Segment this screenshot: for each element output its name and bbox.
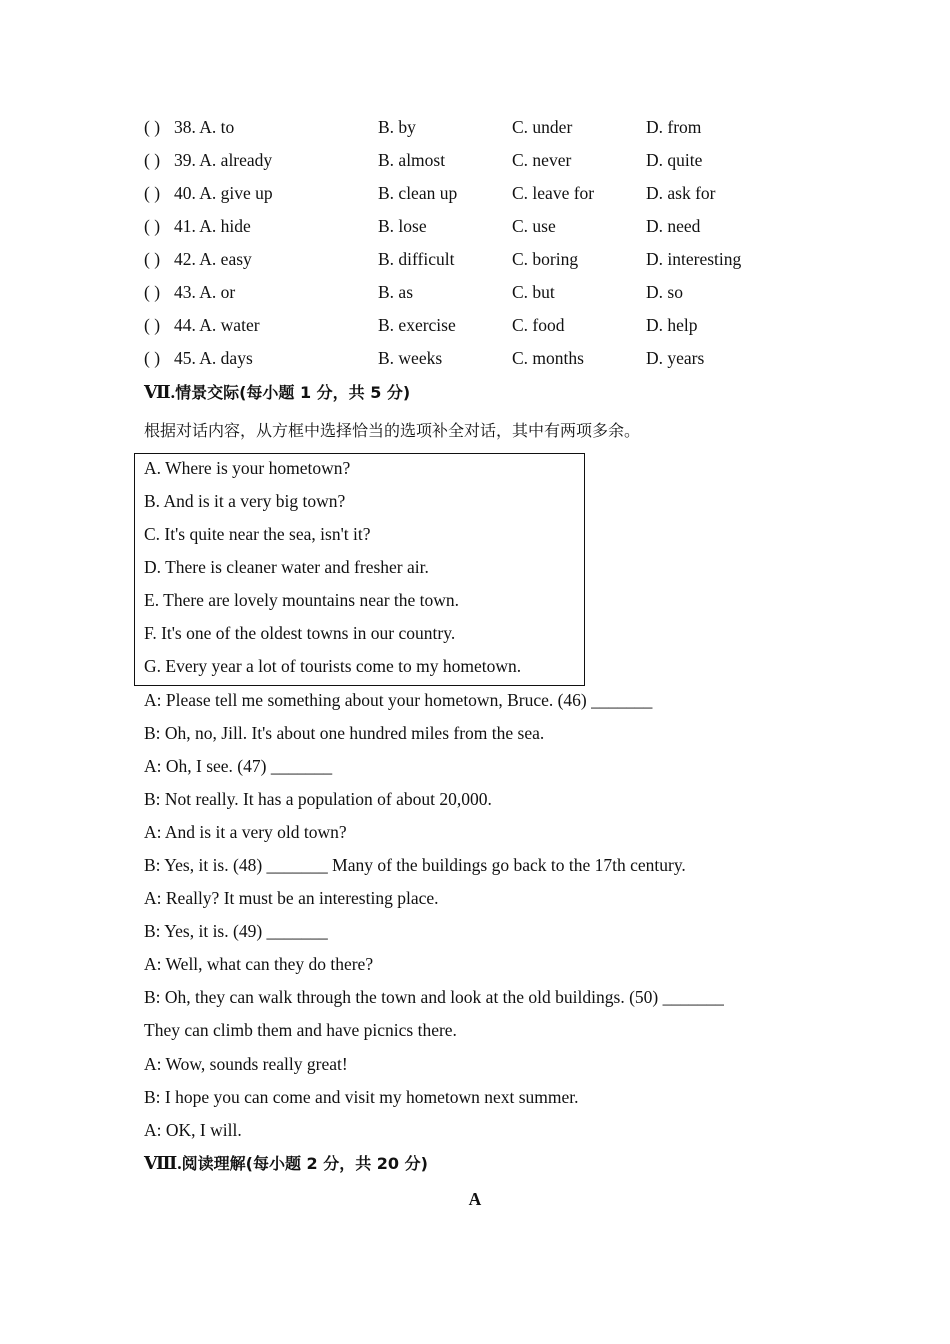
option-b: B. exercise [378, 315, 456, 335]
option-b: B. difficult [378, 249, 455, 269]
section-7-roman: Ⅶ. [144, 382, 176, 402]
option-c: C. boring [512, 249, 579, 269]
section-8-title-text: 阅读理解(每小题 2 分，共 20 分) [181, 1154, 428, 1173]
section-7-title [144, 380, 410, 404]
mcq-row-38 [144, 115, 784, 139]
answer-blank[interactable]: ( ) [144, 282, 161, 302]
mcq-row-41 [144, 214, 784, 238]
answer-blank[interactable]: ( ) [144, 117, 161, 137]
mcq-row-40 [144, 181, 784, 205]
mcq-row-45 [144, 346, 784, 370]
option-a: 38. A. to [174, 117, 235, 137]
option-item: E. There are lovely mountains near the town. [144, 590, 460, 610]
option-c: C. food [512, 315, 565, 335]
option-d: D. from [646, 117, 702, 137]
option-d: D. so [646, 282, 683, 302]
option-b: B. clean up [378, 183, 458, 203]
option-c: C. months [512, 348, 584, 368]
option-a: 43. A. or [174, 282, 236, 302]
answer-blank[interactable]: ( ) [144, 216, 161, 236]
dialogue-line: A: Well, what can they do there? [144, 954, 374, 974]
option-d: D. need [646, 216, 701, 236]
option-item: A. Where is your hometown? [144, 458, 351, 478]
option-c: C. but [512, 282, 555, 302]
dialogue-line: A: OK, I will. [144, 1120, 242, 1140]
mcq-row-39 [144, 148, 784, 172]
option-c: C. leave for [512, 183, 595, 203]
option-d: D. quite [646, 150, 703, 170]
option-a: 45. A. days [174, 348, 253, 368]
option-d: D. interesting [646, 249, 742, 269]
passage-label: A [468, 1189, 482, 1209]
answer-blank[interactable]: ( ) [144, 183, 161, 203]
option-b: B. by [378, 117, 416, 137]
dialogue-line: A: Oh, I see. (47) _______ [144, 756, 333, 776]
section-8-roman: Ⅷ. [144, 1153, 182, 1173]
option-b: B. as [378, 282, 413, 302]
option-d: D. years [646, 348, 705, 368]
dialogue-line: B: Not really. It has a population of about 20,000. [144, 789, 492, 809]
section-7-instruction: 根据对话内容，从方框中选择恰当的选项补全对话，其中有两项多余。 [144, 421, 641, 440]
dialogue-line: B: I hope you can come and visit my hometown next summer. [144, 1087, 579, 1107]
option-c: C. never [512, 150, 572, 170]
section-7-title-text: 情景交际(每小题 1 分，共 5 分) [175, 383, 411, 402]
option-d: D. ask for [646, 183, 716, 203]
answer-blank[interactable]: ( ) [144, 315, 161, 335]
dialogue-line: A: Really? It must be an interesting place. [144, 888, 439, 908]
option-a: 39. A. already [174, 150, 273, 170]
option-item: F. It's one of the oldest towns in our country. [144, 623, 456, 643]
option-b: B. weeks [378, 348, 443, 368]
options-box [134, 453, 585, 686]
section-8-title [144, 1151, 428, 1175]
dialogue-line: B: Yes, it is. (48) _______ Many of the buildings go back to the 17th century. [144, 855, 686, 875]
dialogue-line: B: Oh, no, Jill. It's about one hundred miles from the sea. [144, 723, 545, 743]
dialogue-line: B: Oh, they can walk through the town and look at the old buildings. (50) _______ [144, 987, 724, 1007]
option-c: C. use [512, 216, 556, 236]
mcq-row-42 [144, 247, 784, 271]
option-d: D. help [646, 315, 698, 335]
dialogue-line: A: Wow, sounds really great! [144, 1054, 348, 1074]
option-item: C. It's quite near the sea, isn't it? [144, 524, 371, 544]
option-b: B. almost [378, 150, 446, 170]
dialogue-line: A: And is it a very old town? [144, 822, 347, 842]
answer-blank[interactable]: ( ) [144, 348, 161, 368]
dialogue-line: B: Yes, it is. (49) _______ [144, 921, 328, 941]
option-a: 41. A. hide [174, 216, 251, 236]
option-c: C. under [512, 117, 573, 137]
mcq-row-43 [144, 280, 784, 304]
option-a: 44. A. water [174, 315, 260, 335]
option-item: B. And is it a very big town? [144, 491, 346, 511]
option-item: G. Every year a lot of tourists come to my hometown. [144, 656, 522, 676]
option-a: 42. A. easy [174, 249, 252, 269]
answer-blank[interactable]: ( ) [144, 249, 161, 269]
mcq-row-44 [144, 313, 784, 337]
dialogue-line: They can climb them and have picnics there. [144, 1020, 457, 1040]
option-b: B. lose [378, 216, 427, 236]
dialogue-line: A: Please tell me something about your hometown, Bruce. (46) _______ [144, 690, 653, 710]
answer-blank[interactable]: ( ) [144, 150, 161, 170]
option-item: D. There is cleaner water and fresher air. [144, 557, 429, 577]
option-a: 40. A. give up [174, 183, 273, 203]
